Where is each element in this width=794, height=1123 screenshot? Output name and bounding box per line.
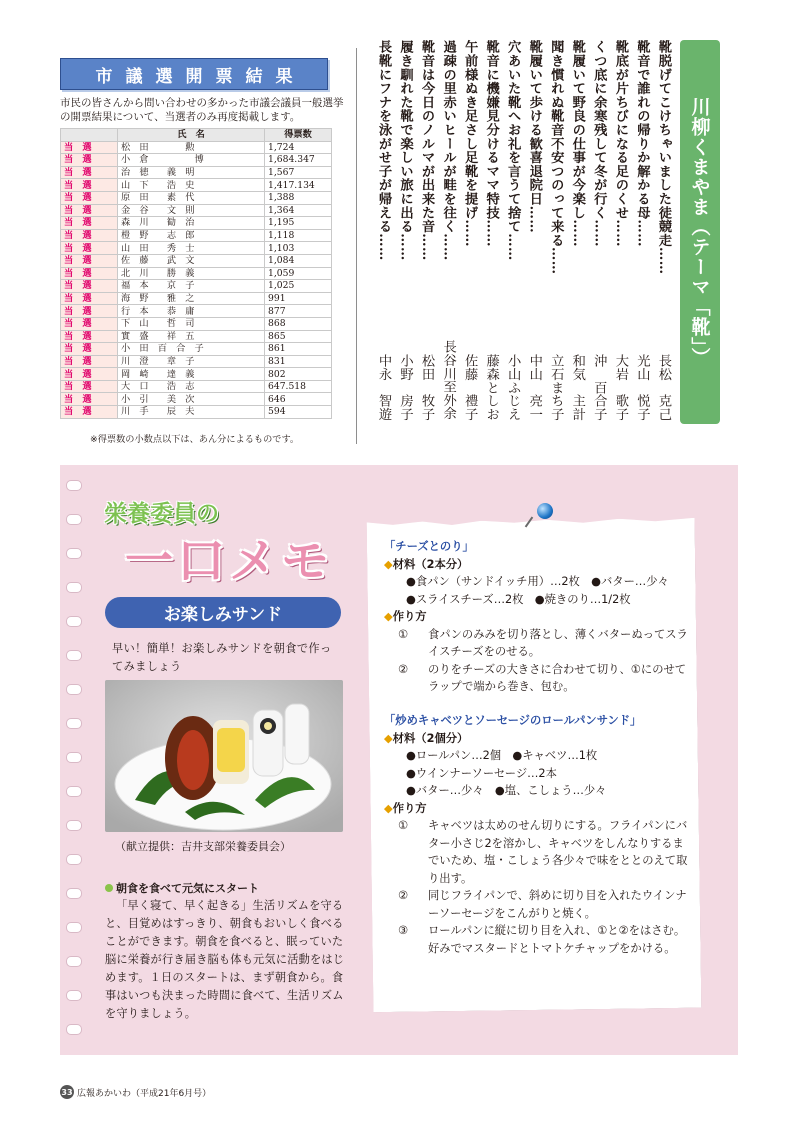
recipe-step [384, 922, 694, 957]
steps-heading-label: 作り方 [392, 610, 427, 623]
step-text: キャベツは太めのせん切りにする。フライパンにバター小さじ2を溶かし、キャベツをしんなりするまでいため、塩・こしょう各少々で味をととのえて取り出す。 [428, 819, 688, 885]
diamond-icon: ◆ [384, 610, 393, 623]
table-row [61, 204, 332, 217]
diamond-icon: ◆ [384, 557, 393, 571]
nutrition-heading-large: 一口メモ [125, 533, 334, 589]
table-row [61, 343, 332, 356]
name-cell: 大 口 浩 志 [118, 380, 265, 393]
notebook-hole [66, 990, 82, 1001]
poem-author: 立石まち子 [548, 353, 564, 420]
name-cell: 福 本 京 子 [118, 280, 265, 293]
steps-heading [384, 608, 694, 626]
votes-cell: 831 [265, 355, 332, 368]
notebook-hole [66, 514, 82, 525]
ingredient-line: ●スライスチーズ…2枚 ●焼きのり…1/2枚 [406, 592, 631, 606]
recipe-step [384, 887, 694, 922]
diamond-icon: ◆ [384, 801, 393, 815]
push-pin-icon [537, 503, 553, 519]
steps-list [384, 817, 694, 957]
votes-cell: 1,084 [265, 254, 332, 267]
senryu-title: 川柳くまやま（テーマ「靴」） [680, 40, 720, 424]
sandwich-photo [105, 680, 343, 832]
poem-author: 佐藤 禮子 [462, 353, 478, 420]
ingredients-heading [384, 556, 694, 574]
notebook-hole [66, 786, 82, 797]
name-cell: 小 引 美 次 [118, 393, 265, 406]
breakfast-tips-title: 朝食を食べて元気にスタート [116, 882, 259, 895]
votes-column-header: 得票数 [265, 129, 332, 142]
table-row [61, 305, 332, 318]
votes-cell: 1,118 [265, 229, 332, 242]
notebook-holes [66, 480, 86, 1058]
status-cell: 当 選 [61, 166, 118, 179]
votes-cell: 1,025 [265, 280, 332, 293]
poem-text: 靴脱げてこけちゃいました徒競走…… [655, 40, 671, 275]
table-row [61, 330, 332, 343]
photo-caption: （献立提供：吉井支部栄養委員会） [115, 840, 291, 853]
status-cell: 当 選 [61, 330, 118, 343]
status-cell: 当 選 [61, 229, 118, 242]
poem-author: 藤森としお [483, 353, 499, 420]
sandwich-illustration [105, 680, 343, 832]
step-number: ① [398, 627, 409, 641]
status-cell: 当 選 [61, 154, 118, 167]
nutrition-intro-text: 早い！簡単！お楽しみサンドを朝食で作ってみましょう [112, 642, 332, 673]
notebook-hole [66, 582, 82, 593]
name-cell: 小 倉 博 [118, 154, 265, 167]
senryu-poem [610, 40, 630, 420]
election-results-body [61, 141, 332, 418]
votes-cell: 1,388 [265, 191, 332, 204]
senryu-poem [567, 40, 587, 420]
votes-cell: 1,724 [265, 141, 332, 154]
poem-text: 履き馴れた靴で楽しい旅に出る…… [397, 40, 413, 261]
table-row [61, 179, 332, 192]
ingredients-list [384, 747, 694, 800]
name-cell: 川 手 辰 夫 [118, 406, 265, 419]
ingredient-line: ●食パン（サンドイッチ用）…2枚 ●バター…少々 [406, 575, 669, 588]
status-cell: 当 選 [61, 254, 118, 267]
poem-author: 光山 悦子 [634, 353, 650, 420]
table-row [61, 166, 332, 179]
name-cell: 山 下 浩 史 [118, 179, 265, 192]
status-cell: 当 選 [61, 393, 118, 406]
name-cell: 海 野 雅 之 [118, 292, 265, 305]
name-cell: 松 田 勲 [118, 141, 265, 154]
poem-author: 和気 主計 [569, 353, 585, 420]
sandwich-banner: お楽しみサンド [105, 597, 341, 628]
votes-cell: 1,195 [265, 217, 332, 230]
table-row [61, 191, 332, 204]
poem-text: 靴音で誰れの帰りか解かる母…… [634, 40, 650, 247]
ingredients-heading [384, 730, 694, 748]
ingredients-list [384, 573, 694, 608]
name-cell: 實 盛 祥 五 [118, 330, 265, 343]
status-cell: 当 選 [61, 242, 118, 255]
step-number: ② [398, 662, 409, 676]
poem-text: 長靴にフナを泳がせ子が帰える…… [376, 40, 391, 261]
senryu-poem [395, 40, 415, 420]
ingredients-heading-label: 材料（2本分） [392, 557, 469, 571]
recipe-cheese-nori [384, 538, 694, 696]
table-row [61, 292, 332, 305]
table-row [61, 242, 332, 255]
ingredient-line: ●ウインナーソーセージ…2本 [406, 766, 557, 780]
table-row [61, 393, 332, 406]
status-cell: 当 選 [61, 267, 118, 280]
senryu-poem [631, 40, 651, 420]
senryu-poem [524, 40, 544, 420]
table-row [61, 280, 332, 293]
table-row [61, 380, 332, 393]
notebook-hole [66, 956, 82, 967]
recipe-cabbage-sausage [384, 712, 694, 957]
poem-author: 中山 亮一 [526, 353, 542, 420]
poem-text: 過疎の里赤いヒールが畦を往く…… [440, 40, 456, 261]
status-cell: 当 選 [61, 292, 118, 305]
ingredient-line: ●ロールパン…2個 ●キャベツ…1枚 [406, 749, 598, 762]
election-results-title: 市議選開票結果 [60, 58, 328, 90]
name-cell: 佐 藤 武 文 [118, 254, 265, 267]
table-row [61, 141, 332, 154]
votes-cell: 1,417.134 [265, 179, 332, 192]
steps-list [384, 626, 694, 696]
votes-cell: 594 [265, 406, 332, 419]
steps-heading [384, 800, 694, 818]
poem-text: 靴履いて歩ける歓喜退院日…… [526, 40, 542, 234]
ingredient-line: ●バター…少々 ●塩、こしょう…少々 [406, 784, 607, 797]
status-cell: 当 選 [61, 343, 118, 356]
notebook-hole [66, 820, 82, 831]
recipe-step [384, 626, 694, 661]
breakfast-tips-heading [105, 880, 259, 896]
table-row [61, 406, 332, 419]
senryu-poem [481, 40, 501, 420]
election-intro-text: 市民の皆さんから問い合わせの多かった市議会議員一般選挙の開票結果について、当選者のみ再度掲載します。 [60, 97, 344, 123]
step-number: ① [398, 819, 409, 832]
senryu-poem [373, 40, 393, 420]
notebook-hole [66, 480, 82, 491]
step-text: ロールパンに縦に切り目を入れ、①と②をはさむ。好みでマスタードとトマトケチャップをかける。 [428, 924, 686, 955]
status-cell: 当 選 [61, 305, 118, 318]
ingredients-heading-label: 材料（2個分） [392, 731, 469, 745]
table-row [61, 217, 332, 230]
recipe-title: 「チーズとのり」 [384, 540, 474, 553]
nutrition-heading-small: 栄養委員の [104, 501, 219, 527]
name-cell: 森 川 勧 治 [118, 217, 265, 230]
recipe-title: 「炒めキャベツとソーセージのロールパンサンド」 [384, 714, 642, 727]
poem-text: くつ底に余寒残して冬が行く…… [591, 40, 607, 247]
status-cell: 当 選 [61, 380, 118, 393]
notebook-hole [66, 922, 82, 933]
poem-author: 長谷川至外余 [440, 340, 456, 420]
notebook-hole [66, 684, 82, 695]
name-cell: 原 田 素 代 [118, 191, 265, 204]
votes-cell: 802 [265, 368, 332, 381]
step-text: のりをチーズの大きさに合わせて切り、①にのせてラップで端から巻き、包む。 [428, 662, 687, 693]
votes-cell: 865 [265, 330, 332, 343]
senryu-poem [588, 40, 608, 420]
senryu-poem [459, 40, 479, 420]
poem-author: 沖 百合子 [591, 353, 607, 420]
status-cell: 当 選 [61, 406, 118, 419]
senryu-poem [416, 40, 436, 420]
notebook-hole [66, 718, 82, 729]
table-row [61, 317, 332, 330]
votes-footnote: ※得票数の小数点以下は、あん分によるものです。 [90, 434, 300, 445]
name-cell: 金 谷 文 則 [118, 204, 265, 217]
poem-text: 午前様ぬき足さし足靴を提げ…… [462, 40, 478, 247]
notebook-hole [66, 752, 82, 763]
name-column-header: 氏 名 [118, 129, 265, 142]
votes-cell: 1,103 [265, 242, 332, 255]
votes-cell: 868 [265, 317, 332, 330]
step-number: ② [398, 889, 409, 902]
step-text: 食パンのみみを切り落とし、薄くバターぬってスライスチーズをのせる。 [428, 627, 688, 658]
votes-cell: 861 [265, 343, 332, 356]
table-row [61, 254, 332, 267]
poem-text: 穴あいた靴へお礼を言うて捨て…… [505, 40, 521, 261]
senryu-poem [653, 40, 673, 420]
notebook-hole [66, 616, 82, 627]
senryu-poem [545, 40, 565, 420]
senryu-poems [373, 40, 673, 420]
votes-cell: 991 [265, 292, 332, 305]
name-cell: 小 田 百 合 子 [118, 343, 265, 356]
status-cell: 当 選 [61, 317, 118, 330]
votes-cell: 646 [265, 393, 332, 406]
senryu-poem [502, 40, 522, 420]
table-row [61, 267, 332, 280]
status-cell: 当 選 [61, 217, 118, 230]
votes-cell: 1,684.347 [265, 154, 332, 167]
publication-name: 広報あかいわ（平成21年6月号） [77, 1088, 212, 1099]
votes-cell: 1,364 [265, 204, 332, 217]
notebook-hole [66, 548, 82, 559]
column-divider [356, 48, 357, 444]
steps-heading-label: 作り方 [392, 801, 427, 815]
notebook-hole [66, 650, 82, 661]
notebook-hole [66, 1024, 82, 1035]
notebook-hole [66, 854, 82, 865]
poem-author: 長松 克己 [655, 353, 671, 420]
recipe-step [384, 817, 694, 887]
page-number: 33 [60, 1085, 74, 1099]
status-cell: 当 選 [61, 191, 118, 204]
name-cell: 北 川 勝 義 [118, 267, 265, 280]
name-cell: 榿 野 志 郎 [118, 229, 265, 242]
status-cell: 当 選 [61, 141, 118, 154]
poem-text: 靴履いて野良の仕事が今楽し…… [569, 40, 585, 247]
table-row [61, 368, 332, 381]
poem-author: 小山ふじえ [505, 353, 521, 420]
votes-cell: 647.518 [265, 380, 332, 393]
name-cell: 治 徳 義 明 [118, 166, 265, 179]
page-footer [60, 1085, 211, 1099]
table-row [61, 229, 332, 242]
votes-cell: 1,059 [265, 267, 332, 280]
recipe-step [384, 661, 694, 696]
status-cell: 当 選 [61, 280, 118, 293]
diamond-icon: ◆ [384, 731, 393, 745]
status-cell: 当 選 [61, 368, 118, 381]
senryu-poem [438, 40, 458, 420]
table-header-row [61, 129, 332, 142]
election-results-table [60, 128, 332, 419]
step-number: ③ [398, 924, 409, 937]
poem-author: 松田 牧子 [419, 353, 435, 420]
table-row [61, 154, 332, 167]
poem-text: 靴底が片ちびになる足のくせ…… [612, 40, 628, 247]
votes-cell: 1,567 [265, 166, 332, 179]
status-column-header [61, 129, 118, 142]
poem-author: 小野 房子 [397, 353, 413, 420]
status-cell: 当 選 [61, 355, 118, 368]
votes-cell: 877 [265, 305, 332, 318]
step-text: 同じフライパンで、斜めに切り目を入れたウインナーソーセージをこんがりと焼く。 [428, 889, 687, 920]
notebook-hole [66, 888, 82, 899]
status-cell: 当 選 [61, 204, 118, 217]
poem-text: 聞き慣れぬ靴音不安つのって来る…… [548, 40, 564, 275]
poem-text: 靴音は今日のノルマが出来た音…… [419, 40, 435, 261]
name-cell: 山 田 秀 士 [118, 242, 265, 255]
bullet-icon [105, 884, 113, 892]
name-cell: 川 澄 章 子 [118, 355, 265, 368]
breakfast-tips-body: 「早く寝て、早く起きる」生活リズムを守ると、目覚めはすっきり、朝食もおいしく食べることができます。朝食を食べると、眠っていた脳に栄養が行き届き脳も体も元気に活動をはじめます。１日のスタートは、まず朝食から。食事はいつも決まった時間に食べて、生活リズムを守りましょう。 [105, 899, 345, 1020]
name-cell: 岡 崎 達 義 [118, 368, 265, 381]
name-cell: 下 山 哲 司 [118, 317, 265, 330]
status-cell: 当 選 [61, 179, 118, 192]
poem-author: 中永 智遊 [376, 353, 391, 420]
poem-text: 靴音に機嫌見分けるママ特技…… [483, 40, 499, 247]
poem-author: 大岩 歌子 [612, 353, 628, 420]
table-row [61, 355, 332, 368]
name-cell: 行 本 恭 庸 [118, 305, 265, 318]
